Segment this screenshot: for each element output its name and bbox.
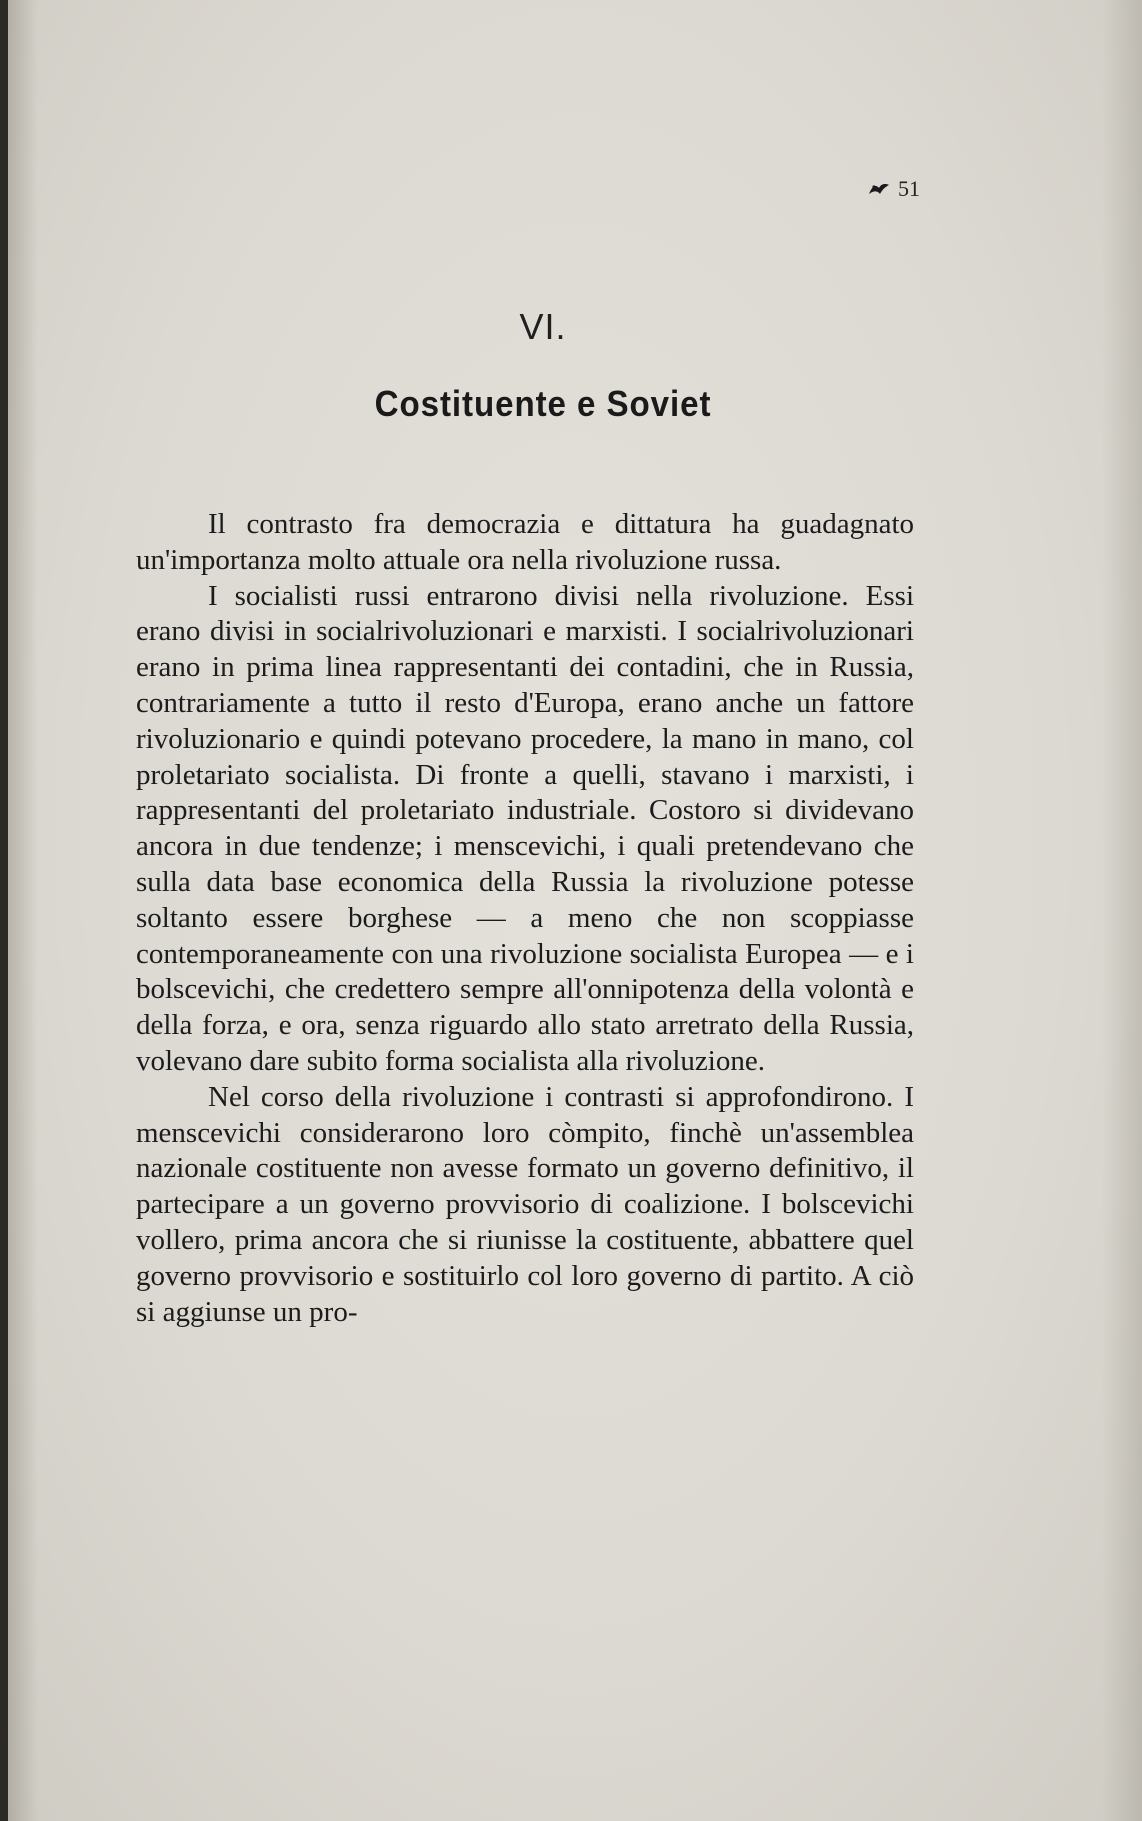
chapter-title: Costituente e Soviet <box>374 383 712 424</box>
book-page <box>8 0 1142 1821</box>
paragraph: Il contrasto fra democrazia e dittatura ha guadagnato un'importanza molto attuale ora nella rivoluzione russa. <box>136 508 914 576</box>
chapter-body <box>136 507 914 1330</box>
fleuron-icon <box>868 182 890 196</box>
page-header <box>868 176 920 202</box>
chapter-number: VI. <box>519 306 567 347</box>
page-number: 51 <box>898 176 920 201</box>
paragraph: Nel corso della rivoluzione i contrasti si approfondirono. I menscevichi considerarono loro còmpito, finchè un'assemblea nazionale costituente non avesse formato un governo definitivo, il partecipare a un governo provvisorio di coalizione. I bolscevichi vollero, prima ancora che si riunisse la costituente, abbattere quel governo provvisorio e sostituirlo col loro governo di partito. A ciò si aggiunse un pro- <box>136 1080 914 1328</box>
paragraph: I socialisti russi entrarono divisi nella rivoluzione. Essi erano divisi in socialrivoluzionari e marxisti. I socialrivoluzionari erano in prima linea rappresentanti dei contadini, che in Russia, contrariamente a tutto il resto d'Europa, erano anche un fattore rivoluzionario e quindi potevano procedere, la mano in mano, col proletariato socialista. Di fronte a quelli, stavano i marxisti, i rappresentanti del proletariato industriale. Costoro si dividevano ancora in due tendenze; i menscevichi, i quali pretendevano che sulla data base economica della Russia la rivoluzione potesse soltanto essere borghese — a meno che non scoppiasse contemporaneamente con una rivoluzione socialista Europea — e i bolscevichi, che credettero sempre all'onnipotenza della volontà e della forza, e ora, senza riguardo allo stato arretrato della Russia, volevano dare subito forma socialista alla rivoluzione. <box>136 579 914 1077</box>
